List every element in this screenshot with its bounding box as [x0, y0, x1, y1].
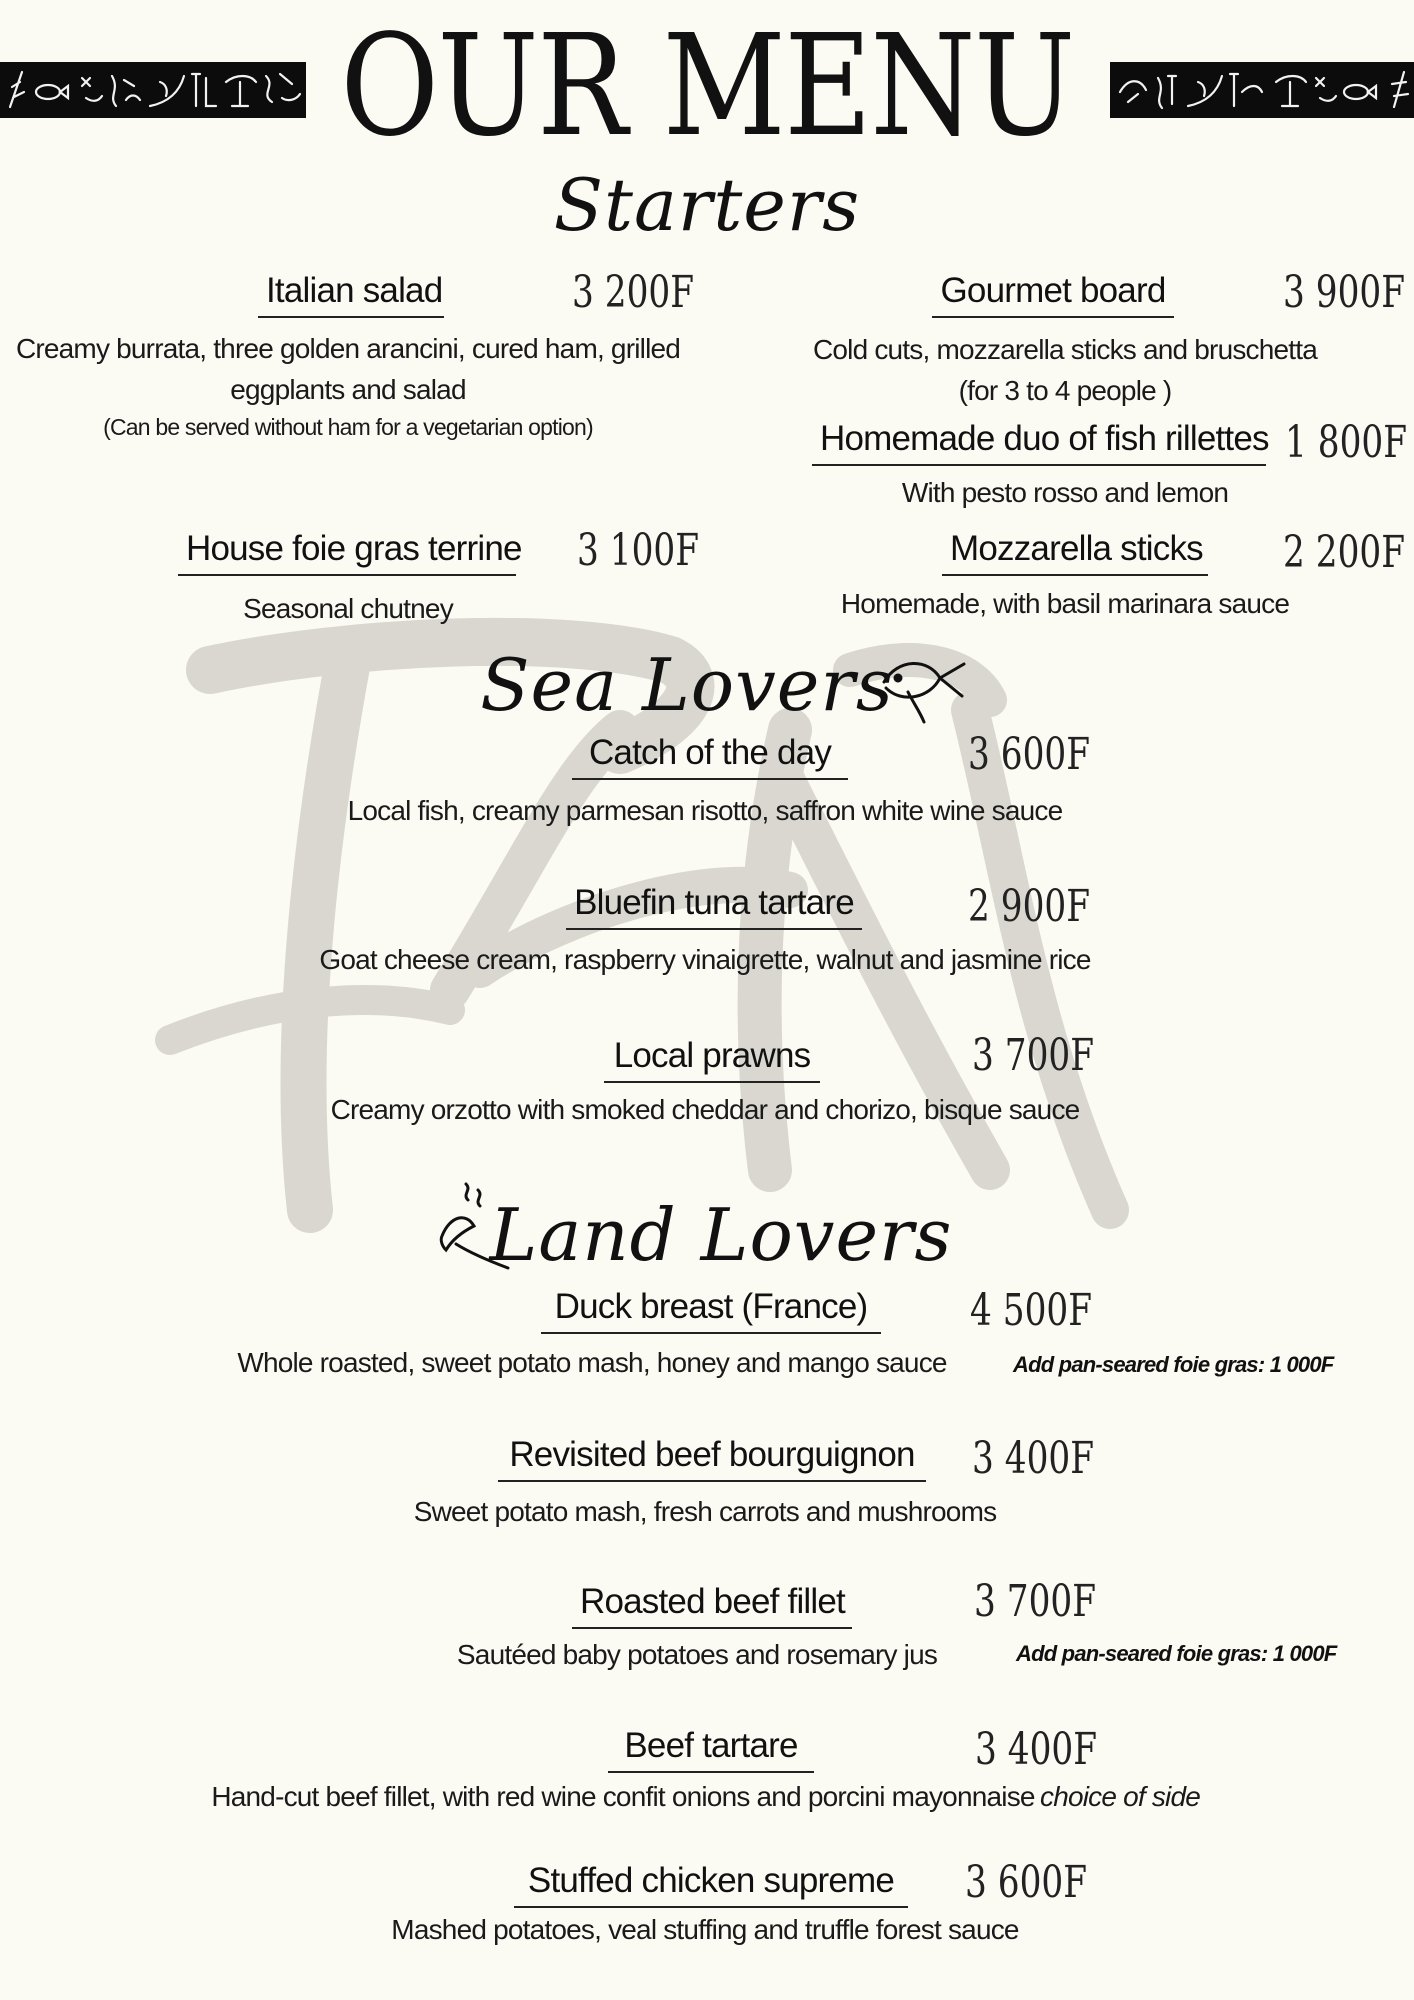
item-desc-beef-bourguignon: Sweet potato mash, fresh carrots and mushrooms	[413, 1496, 997, 1527]
item-name-mozzarella-sticks: Mozzarella sticks	[942, 528, 1208, 576]
item-desc-duck-breast: Whole roasted, sweet potato mash, honey and mango sauce	[237, 1347, 947, 1378]
item-price-fish-rillettes: 1 800F	[1285, 417, 1408, 468]
item-desc-beef-tartare: Hand-cut beef fillet, with red wine confit onions and porcini mayonnaise	[211, 1781, 1035, 1812]
item-note-roasted-beef-fillet: Add pan-seared foie gras: 1 000F	[1016, 1641, 1337, 1666]
item-name-foie-gras-terrine: House foie gras terrine	[178, 528, 516, 576]
item-price-beef-bourguignon: 3 400F	[972, 1433, 1095, 1484]
item-name-beef-tartare: Beef tartare	[608, 1725, 814, 1773]
item-name-beef-bourguignon: Revisited beef bourguignon	[498, 1434, 926, 1482]
item-desc-bluefin-tuna: Goat cheese cream, raspberry vinaigrette, walnut and jasmine rice	[319, 944, 1091, 975]
item-name-local-prawns: Local prawns	[604, 1035, 820, 1083]
item-price-foie-gras-terrine: 3 100F	[577, 525, 700, 576]
item-desc-stuffed-chicken: Mashed potatoes, veal stuffing and truffle forest sauce	[391, 1914, 1019, 1945]
item-desc-gourmet-board: Cold cuts, mozzarella sticks and bruschetta	[812, 334, 1318, 365]
item-note-beef-tartare: choice of side	[1040, 1781, 1201, 1812]
item-name-gourmet-board: Gourmet board	[932, 270, 1174, 318]
item-price-local-prawns: 3 700F	[972, 1030, 1095, 1081]
page-title: OUR MENU	[340, 5, 1074, 168]
item-name-bluefin-tuna: Bluefin tuna tartare	[566, 882, 862, 930]
item-desc-local-prawns: Creamy orzotto with smoked cheddar and chorizo, bisque sauce	[330, 1094, 1080, 1125]
item-desc-catch-of-the-day: Local fish, creamy parmesan risotto, saffron white wine sauce	[347, 795, 1063, 826]
item-name-catch-of-the-day: Catch of the day	[572, 732, 848, 780]
item-price-duck-breast: 4 500F	[970, 1285, 1093, 1336]
section-title-land-lovers: Land Lovers	[489, 1193, 953, 1277]
item-name-stuffed-chicken: Stuffed chicken supreme	[514, 1860, 908, 1908]
item-name-italian-salad: Italian salad	[258, 270, 444, 318]
item-desc-foie-gras-terrine: Seasonal chutney	[243, 593, 453, 624]
item-name-duck-breast: Duck breast (France)	[541, 1286, 881, 1334]
item-name-roasted-beef-fillet: Roasted beef fillet	[572, 1581, 852, 1629]
item-price-gourmet-board: 3 900F	[1283, 267, 1406, 318]
item-price-catch-of-the-day: 3 600F	[968, 729, 1091, 780]
fish-icon	[878, 652, 968, 732]
item-price-mozzarella-sticks: 2 200F	[1283, 527, 1406, 578]
item-price-bluefin-tuna: 2 900F	[968, 881, 1091, 932]
item-price-italian-salad: 3 200F	[572, 267, 695, 318]
item-note-italian-salad: (Can be served without ham for a vegetarian option)	[103, 414, 593, 440]
item-note-duck-breast: Add pan-seared foie gras: 1 000F	[1013, 1352, 1334, 1377]
item-name-fish-rillettes: Homemade duo of fish rillettes	[812, 418, 1266, 466]
section-title-starters: Starters	[553, 163, 861, 247]
item-desc-mozzarella-sticks: Homemade, with basil marinara sauce	[840, 588, 1290, 619]
section-title-sea-lovers: Sea Lovers	[480, 643, 894, 727]
item-price-beef-tartare: 3 400F	[975, 1724, 1098, 1775]
item-price-stuffed-chicken: 3 600F	[965, 1857, 1088, 1908]
item-price-roasted-beef-fillet: 3 700F	[974, 1576, 1097, 1627]
item-desc-italian-salad: Creamy burrata, three golden arancini, cured ham, grilled eggplants and salad	[15, 333, 681, 405]
item-note-gourmet-board: (for 3 to 4 people )	[958, 375, 1172, 406]
item-desc-roasted-beef-fillet: Sautéed baby potatoes and rosemary jus	[456, 1639, 938, 1670]
item-desc-fish-rillettes: With pesto rosso and lemon	[901, 477, 1229, 508]
